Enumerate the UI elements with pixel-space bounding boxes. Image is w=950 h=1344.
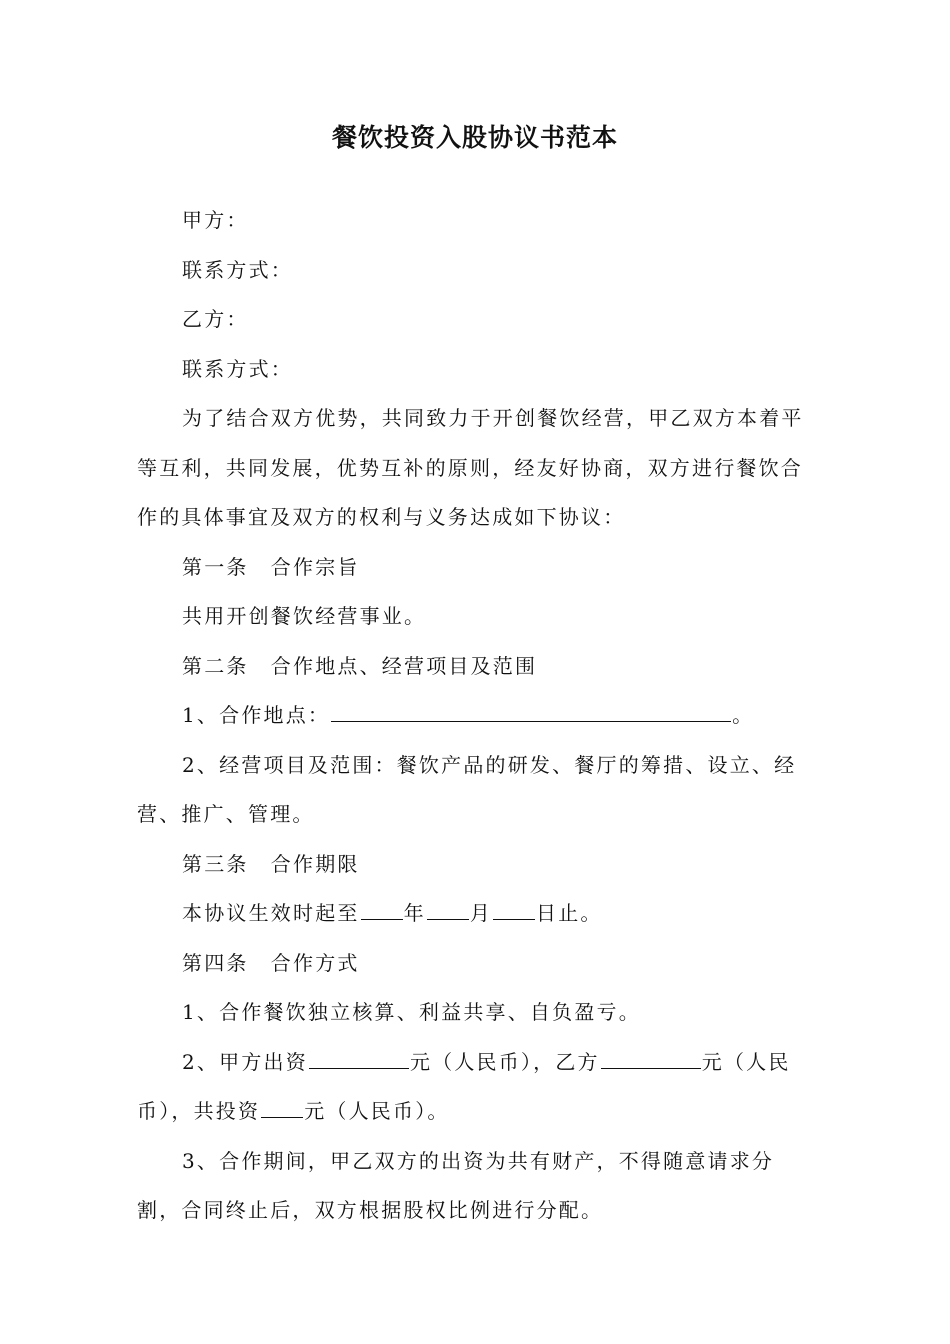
article3-year: 年 (403, 901, 426, 925)
article2-item2: 2、经营项目及范围：餐饮产品的研发、餐厅的筹措、设立、经营、推广、管理。 (137, 752, 797, 826)
year-blank (361, 918, 403, 920)
article4-item2-part1: 2、甲方出资 (182, 1049, 308, 1074)
article3-text (137, 889, 817, 939)
article2-item1-prefix: 1、合作地点： (182, 703, 331, 727)
article3-text-part1: 本协议生效时起至 (182, 901, 360, 925)
total-amount-blank (261, 1116, 303, 1118)
contact-b-label: 联系方式： (182, 356, 293, 381)
contact-a-label: 联系方式： (182, 257, 293, 282)
article4-item3: 3、合作期间，甲乙双方的出资为共有财产，不得随意请求分割，合同终止后，双方根据股权比例进行分配。 (137, 1148, 775, 1222)
article4-heading: 第四条 合作方式 (182, 950, 360, 975)
location-blank (331, 720, 731, 722)
intro-paragraph: 为了结合双方优势，共同致力于开创餐饮经营，甲乙双方本着平等互利，共同发展，优势互补的原则，经友好协商，双方进行餐饮合作的具体事宜及双方的权利与义务达成如下协议： (137, 406, 804, 529)
day-blank (493, 918, 535, 920)
article2-item1-suffix: 。 (732, 703, 755, 727)
article1-heading: 第一条 合作宗旨 (182, 554, 360, 579)
party-a-amount-blank (309, 1067, 409, 1069)
month-blank (427, 918, 469, 920)
article1-text: 共用开创餐饮经营事业。 (182, 604, 427, 628)
article4-item2 (137, 1038, 817, 1137)
article4-item2-part2: 元（人民币），乙方 (409, 1049, 600, 1074)
article4-item1: 1、合作餐饮独立核算、利益共享、自负盈亏。 (182, 1000, 641, 1024)
party-a-label: 甲方： (182, 208, 249, 232)
article2-heading: 第二条 合作地点、经营项目及范围 (182, 653, 538, 678)
document-body (137, 196, 817, 1236)
article4-item2-part3: 元（人民币），共投资 (137, 1049, 791, 1123)
document-title: 餐饮投资入股协议书范本 (331, 123, 618, 152)
article3-heading: 第三条 合作期限 (182, 851, 360, 876)
article3-end: 日止。 (536, 901, 603, 925)
article3-month: 月 (469, 901, 493, 925)
party-b-amount-blank (601, 1067, 701, 1069)
party-b-label: 乙方： (182, 307, 249, 331)
article2-item1 (137, 691, 817, 741)
article4-item2-part4: 元（人民币）。 (304, 1099, 450, 1123)
